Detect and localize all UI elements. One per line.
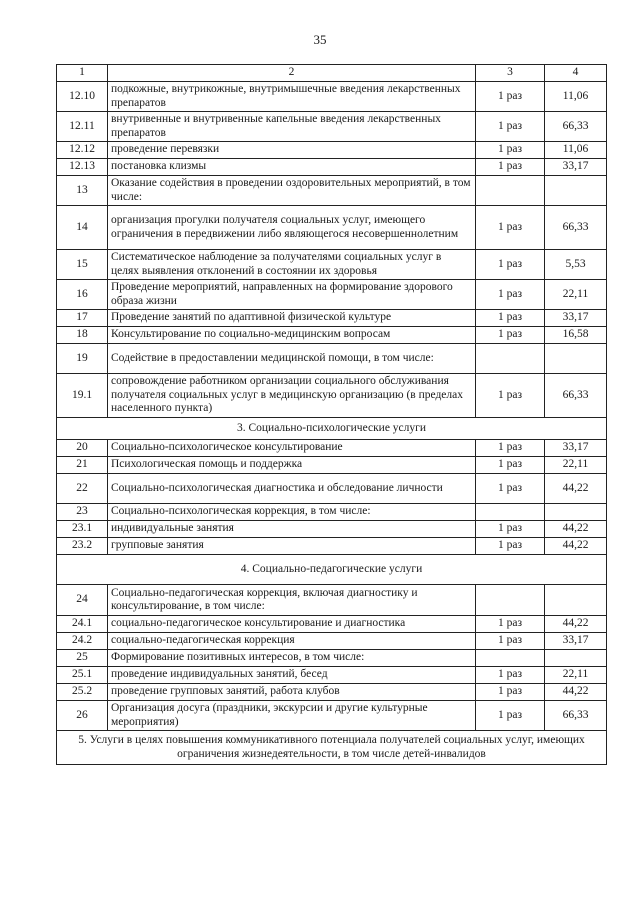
- table-row: [57, 82, 607, 112]
- row-number: 23.1: [57, 521, 108, 538]
- table-row: [57, 684, 607, 701]
- row-description: постановка клизмы: [108, 159, 476, 176]
- row-price: 11,06: [545, 142, 607, 159]
- table-row: [57, 250, 607, 280]
- table-row: [57, 159, 607, 176]
- row-number: 19: [57, 344, 108, 374]
- row-price: 33,17: [545, 159, 607, 176]
- row-frequency: 1 раз: [476, 616, 545, 633]
- table-row: [57, 176, 607, 206]
- row-price: 33,17: [545, 310, 607, 327]
- row-frequency: 1 раз: [476, 684, 545, 701]
- row-description: организация прогулки получателя социальных услуг, имеющего ограничения в передвижении либо являющегося несовершеннолетним: [108, 206, 476, 250]
- row-frequency: 1 раз: [476, 374, 545, 418]
- row-description: Организация досуга (праздники, экскурсии и другие культурные мероприятия): [108, 701, 476, 731]
- row-frequency: 1 раз: [476, 521, 545, 538]
- row-description: Психологическая помощь и поддержка: [108, 457, 476, 474]
- row-number: 15: [57, 250, 108, 280]
- row-number: 14: [57, 206, 108, 250]
- row-description: индивидуальные занятия: [108, 521, 476, 538]
- services-table: [56, 64, 607, 765]
- row-number: 23: [57, 504, 108, 521]
- row-number: 21: [57, 457, 108, 474]
- row-price: [545, 585, 607, 616]
- row-description: проведение групповых занятий, работа клубов: [108, 684, 476, 701]
- table-header-row: [57, 65, 607, 82]
- row-description: Социально-педагогическая коррекция, включая диагностику и консультирование, в том числе:: [108, 585, 476, 616]
- table-row: [57, 280, 607, 310]
- table-row: [57, 474, 607, 504]
- row-frequency: 1 раз: [476, 250, 545, 280]
- row-price: [545, 504, 607, 521]
- table-row: [57, 538, 607, 555]
- table-row: [57, 344, 607, 374]
- header-cell-frequency: 3: [476, 65, 545, 82]
- row-frequency: 1 раз: [476, 633, 545, 650]
- row-description: социально-педагогическое консультирование и диагностика: [108, 616, 476, 633]
- row-frequency: [476, 344, 545, 374]
- row-price: 66,33: [545, 374, 607, 418]
- row-description: Проведение занятий по адаптивной физической культуре: [108, 310, 476, 327]
- row-price: 11,06: [545, 82, 607, 112]
- table-row: [57, 616, 607, 633]
- table-row: [57, 585, 607, 616]
- row-price: 66,33: [545, 701, 607, 731]
- row-number: 12.11: [57, 112, 108, 142]
- row-price: [545, 176, 607, 206]
- row-number: 24.1: [57, 616, 108, 633]
- row-description: сопровождение работником организации социального обслуживания получателя социальных услуг в медицинскую организацию (в пределах населенного пункта): [108, 374, 476, 418]
- row-description: проведение индивидуальных занятий, бесед: [108, 667, 476, 684]
- row-price: 44,22: [545, 684, 607, 701]
- row-description: Социально-психологическое консультирование: [108, 440, 476, 457]
- row-description: Систематическое наблюдение за получателями социальных услуг в целях выявления отклонений в состоянии их здоровья: [108, 250, 476, 280]
- row-frequency: 1 раз: [476, 206, 545, 250]
- row-frequency: [476, 504, 545, 521]
- row-price: 44,22: [545, 538, 607, 555]
- row-frequency: 1 раз: [476, 667, 545, 684]
- row-number: 25.2: [57, 684, 108, 701]
- row-price: [545, 650, 607, 667]
- table-row: [57, 504, 607, 521]
- row-number: 23.2: [57, 538, 108, 555]
- row-price: 5,53: [545, 250, 607, 280]
- table-row: [57, 633, 607, 650]
- row-number: 20: [57, 440, 108, 457]
- row-price: 44,22: [545, 521, 607, 538]
- table-row: [57, 374, 607, 418]
- row-frequency: 1 раз: [476, 474, 545, 504]
- table-row: [57, 310, 607, 327]
- table-row: [57, 701, 607, 731]
- section-title: 3. Социально-психологические услуги: [57, 418, 607, 440]
- row-price: 33,17: [545, 440, 607, 457]
- section-title: 5. Услуги в целях повышения коммуникативного потенциала получателей социальных услуг, имеющих ограничения жизнедеятельности, в том числе детей-инвалидов: [57, 731, 607, 765]
- section-heading-row: [57, 418, 607, 440]
- row-description: Формирование позитивных интересов, в том числе:: [108, 650, 476, 667]
- row-price: 44,22: [545, 474, 607, 504]
- row-description: Содействие в предоставлении медицинской помощи, в том числе:: [108, 344, 476, 374]
- table-row: [57, 457, 607, 474]
- header-cell-price: 4: [545, 65, 607, 82]
- row-price: 33,17: [545, 633, 607, 650]
- row-description: социально-педагогическая коррекция: [108, 633, 476, 650]
- row-description: подкожные, внутрикожные, внутримышечные введения лекарственных препаратов: [108, 82, 476, 112]
- row-number: 25.1: [57, 667, 108, 684]
- row-frequency: [476, 585, 545, 616]
- table-row: [57, 142, 607, 159]
- section-heading-row: [57, 731, 607, 765]
- row-number: 13: [57, 176, 108, 206]
- row-number: 18: [57, 327, 108, 344]
- section-title: 4. Социально-педагогические услуги: [57, 555, 607, 585]
- header-cell-description: 2: [108, 65, 476, 82]
- table-row: [57, 667, 607, 684]
- row-frequency: 1 раз: [476, 142, 545, 159]
- row-description: Оказание содействия в проведении оздоровительных мероприятий, в том числе:: [108, 176, 476, 206]
- table-row: [57, 521, 607, 538]
- row-price: 22,11: [545, 667, 607, 684]
- row-description: внутривенные и внутривенные капельные введения лекарственных препаратов: [108, 112, 476, 142]
- row-number: 12.12: [57, 142, 108, 159]
- row-number: 24: [57, 585, 108, 616]
- header-cell-number: 1: [57, 65, 108, 82]
- row-number: 22: [57, 474, 108, 504]
- row-frequency: [476, 176, 545, 206]
- row-frequency: [476, 650, 545, 667]
- row-price: [545, 344, 607, 374]
- row-description: проведение перевязки: [108, 142, 476, 159]
- row-frequency: 1 раз: [476, 280, 545, 310]
- row-price: 66,33: [545, 206, 607, 250]
- page-number: 35: [313, 32, 327, 47]
- row-frequency: 1 раз: [476, 327, 545, 344]
- table-row: [57, 650, 607, 667]
- row-frequency: 1 раз: [476, 538, 545, 555]
- row-frequency: 1 раз: [476, 82, 545, 112]
- row-number: 12.13: [57, 159, 108, 176]
- row-description: групповые занятия: [108, 538, 476, 555]
- row-description: Социально-психологическая диагностика и обследование личности: [108, 474, 476, 504]
- row-frequency: 1 раз: [476, 701, 545, 731]
- row-number: 17: [57, 310, 108, 327]
- row-number: 26: [57, 701, 108, 731]
- row-frequency: 1 раз: [476, 440, 545, 457]
- row-description: Проведение мероприятий, направленных на формирование здорового образа жизни: [108, 280, 476, 310]
- row-price: 44,22: [545, 616, 607, 633]
- row-price: 66,33: [545, 112, 607, 142]
- row-number: 25: [57, 650, 108, 667]
- row-frequency: 1 раз: [476, 310, 545, 327]
- section-heading-row: [57, 555, 607, 585]
- row-number: 19.1: [57, 374, 108, 418]
- row-frequency: 1 раз: [476, 112, 545, 142]
- table-row: [57, 327, 607, 344]
- table-row: [57, 112, 607, 142]
- row-description: Социально-психологическая коррекция, в том числе:: [108, 504, 476, 521]
- table-row: [57, 440, 607, 457]
- table-row: [57, 206, 607, 250]
- row-price: 22,11: [545, 457, 607, 474]
- row-frequency: 1 раз: [476, 457, 545, 474]
- row-price: 16,58: [545, 327, 607, 344]
- row-number: 12.10: [57, 82, 108, 112]
- row-price: 22,11: [545, 280, 607, 310]
- row-frequency: 1 раз: [476, 159, 545, 176]
- row-description: Консультирование по социально-медицинским вопросам: [108, 327, 476, 344]
- row-number: 16: [57, 280, 108, 310]
- row-number: 24.2: [57, 633, 108, 650]
